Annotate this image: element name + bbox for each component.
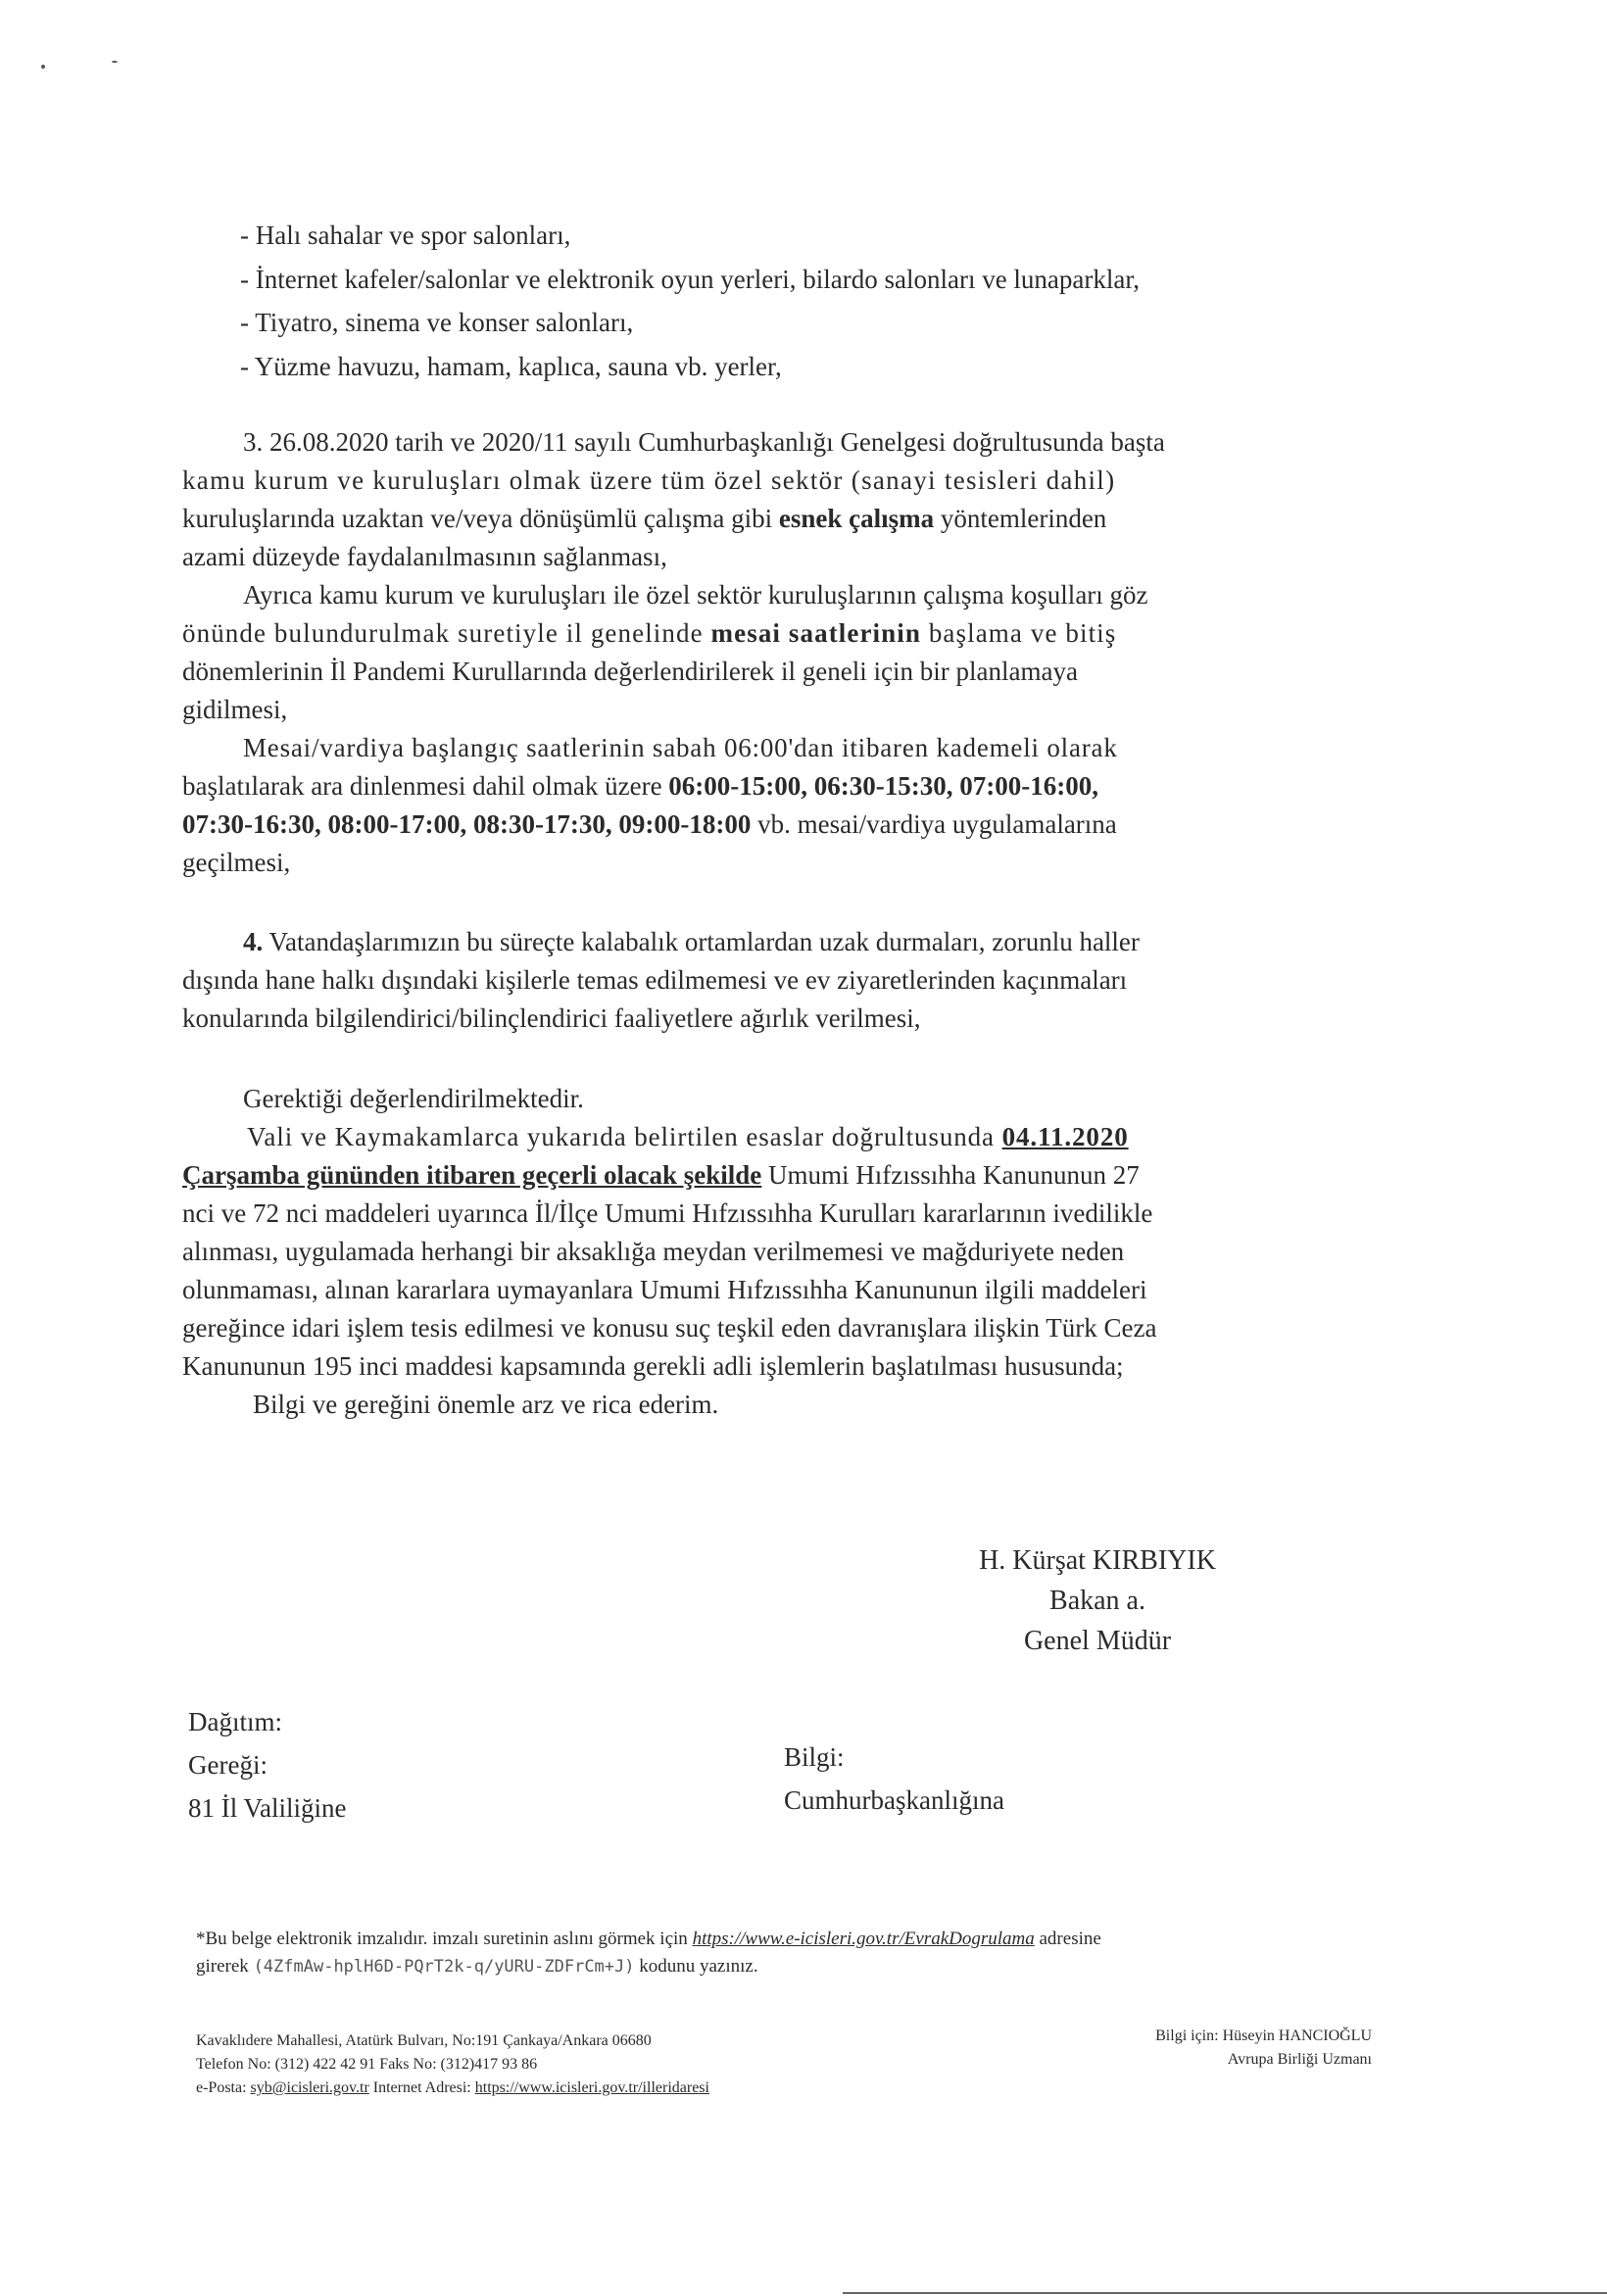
list-item: - Yüzme havuzu, hamam, kaplıca, sauna vb. yerler,: [240, 351, 782, 381]
text-line: geçilmesi,: [182, 848, 291, 877]
text-line: Vali ve Kaymakamlarca yukarıda belirtilen esaslar doğrultusunda 04.11.2020: [247, 1122, 1129, 1151]
text-line: konularında bilgilendirici/bilinçlendirici faaliyetlere ağırlık verilmesi,: [182, 1003, 921, 1033]
text-line: Çarşamba gününden itibaren geçerli olacak şekilde Umumi Hıfzıssıhha Kanununun 27: [182, 1160, 1140, 1190]
text-line: girerek (4ZfmAw-hplH6D-PQrT2k-q/yURU-ZDFrCm+J) kodunu yazınız.: [196, 1956, 758, 1977]
distribution-block: [188, 1700, 347, 1830]
shift-hours: 06:00-15:00, 06:30-15:30, 07:00-16:00,: [668, 771, 1098, 801]
text-line: 07:30-16:30, 08:00-17:00, 08:30-17:30, 09:00-18:00 vb. mesai/vardiya uygulamalarına: [182, 809, 1117, 839]
scan-edge-line: [843, 2292, 1607, 2294]
signatory-role: Bakan a.: [1049, 1586, 1145, 1616]
text-line: dışında hane halkı dışındaki kişilerle temas edilmemesi ve ev ziyaretlerinden kaçınmaları: [182, 965, 1128, 995]
shift-hours: 07:30-16:30, 08:00-17:00, 08:30-17:30, 09:00-18:00: [182, 809, 752, 839]
email-link[interactable]: syb@icisleri.gov.tr: [250, 2079, 369, 2096]
text-line: dönemlerinin İl Pandemi Kurullarında değerlendirilerek il geneli için bir planlamaya: [182, 657, 1078, 686]
footer-info-title: Avrupa Birliği Uzmanı: [1227, 2051, 1372, 2068]
effective-date: 04.11.2020: [1001, 1122, 1129, 1151]
emphasis-text: mesai saatlerinin: [710, 618, 921, 648]
text-line: alınması, uygulamada herhangi bir aksaklığa meydan verilmemesi ve mağduriyete neden: [182, 1237, 1125, 1266]
footer-web: e-Posta: syb@icisleri.gov.tr Internet Adresi: https://www.icisleri.gov.tr/illeridaresi: [196, 2079, 709, 2096]
esign-note: [196, 1926, 1101, 1980]
distribution-bilgi-label: Bilgi:: [784, 1742, 845, 1772]
signatory-name: H. Kürşat KIRBIYIK: [979, 1545, 1216, 1576]
list-item: - Tiyatro, sinema ve konser salonları,: [240, 308, 634, 337]
scan-speck: [41, 65, 45, 69]
footer-address: Kavaklıdere Mahallesi, Atatürk Bulvarı, No:191 Çankaya/Ankara 06680: [196, 2032, 652, 2049]
footer-info-contact: Bilgi için: Hüseyin HANCIOĞLU: [1155, 2027, 1372, 2044]
venue-list: [240, 214, 1140, 388]
emphasis-text: esnek çalışma: [778, 504, 935, 533]
text-line: gereğince idari işlem tesis edilmesi ve konusu suç teşkil eden davranışlara ilişkin Türk Ceza: [182, 1313, 1157, 1343]
scan-speck: [112, 61, 118, 63]
distribution-info-block: [784, 1735, 1004, 1822]
footer-info: [1155, 2025, 1372, 2072]
text-line: Bilgi ve gereğini önemle arz ve rica ederim.: [253, 1390, 719, 1419]
text-line: kuruluşlarında uzaktan ve/veya dönüşümlü çalışma gibi esnek çalışma yöntemlerinden: [182, 504, 1107, 533]
list-item: - Halı sahalar ve spor salonları,: [240, 220, 571, 250]
closing-paragraph: [182, 1080, 1368, 1424]
signature-block: [921, 1540, 1274, 1661]
website-link[interactable]: https://www.icisleri.gov.tr/illeridaresi: [474, 2079, 709, 2096]
effective-date-phrase: Çarşamba gününden itibaren geçerli olacak şekilde: [182, 1160, 762, 1190]
text-line: 4. Vatandaşlarımızın bu süreçte kalabalık ortamlardan uzak durmaları, zorunlu haller: [243, 927, 1140, 956]
signatory-title: Genel Müdür: [1023, 1626, 1172, 1656]
footer-phone: Telefon No: (312) 422 42 91 Faks No: (312)417 93 86: [196, 2056, 538, 2073]
text-line: Ayrıca kamu kurum ve kuruluşları ile özel sektör kuruluşlarının çalışma koşulları göz: [243, 580, 1148, 610]
text-line: Gerektiği değerlendirilmektedir.: [243, 1084, 584, 1113]
text-line: Mesai/vardiya başlangıç saatlerinin sabah 06:00'dan itibaren kademeli olarak: [243, 733, 1118, 762]
distribution-geregi-value: 81 İl Valiliğine: [188, 1793, 347, 1823]
item-3-paragraph: [182, 423, 1368, 882]
verification-link[interactable]: https://www.e-icisleri.gov.tr/EvrakDogrulama: [692, 1929, 1035, 1949]
text-line: azami düzeyde faydalanılmasının sağlanması,: [182, 542, 667, 571]
footer-contact: [196, 2029, 709, 2100]
verification-code: (4ZfmAw-hplH6D-PQrT2k-q/yURU-ZDFrCm+J): [253, 1957, 635, 1977]
list-item: - İnternet kafeler/salonlar ve elektronik oyun yerleri, bilardo salonları ve lunaparklar,: [240, 264, 1141, 294]
text-line: nci ve 72 nci maddeleri uyarınca İl/İlçe Umumi Hıfzıssıhha Kurulları kararlarının ivedilikle: [182, 1198, 1153, 1228]
text-line: olunmaması, alınan kararlara uymayanlara Umumi Hıfzıssıhha Kanununun ilgili maddeleri: [182, 1275, 1147, 1304]
item-number: 4.: [243, 927, 264, 956]
text-line: önünde bulundurulmak suretiyle il genelinde mesai saatlerinin başlama ve bitiş: [182, 618, 1117, 648]
distribution-geregi-label: Gereği:: [188, 1750, 268, 1780]
text-line: başlatılarak ara dinlenmesi dahil olmak üzere 06:00-15:00, 06:30-15:30, 07:00-16:00,: [182, 771, 1098, 801]
text-line: Kanununun 195 inci maddesi kapsamında gerekli adli işlemlerin başlatılması hususunda;: [182, 1351, 1124, 1381]
text-line: gidilmesi,: [182, 695, 288, 724]
distribution-bilgi-value: Cumhurbaşkanlığına: [784, 1785, 1004, 1815]
item-4-paragraph: [182, 923, 1368, 1038]
text-line: kamu kurum ve kuruluşları olmak üzere tüm özel sektör (sanayi tesisleri dahil): [182, 465, 1116, 495]
text-line: *Bu belge elektronik imzalıdır. imzalı suretinin aslını görmek için https://www.e-icisleri.gov.tr/EvrakDogrulama adresine: [196, 1929, 1101, 1949]
distribution-title: Dağıtım:: [188, 1707, 282, 1736]
text-line: 3. 26.08.2020 tarih ve 2020/11 sayılı Cumhurbaşkanlığı Genelgesi doğrultusunda başta: [243, 427, 1165, 457]
